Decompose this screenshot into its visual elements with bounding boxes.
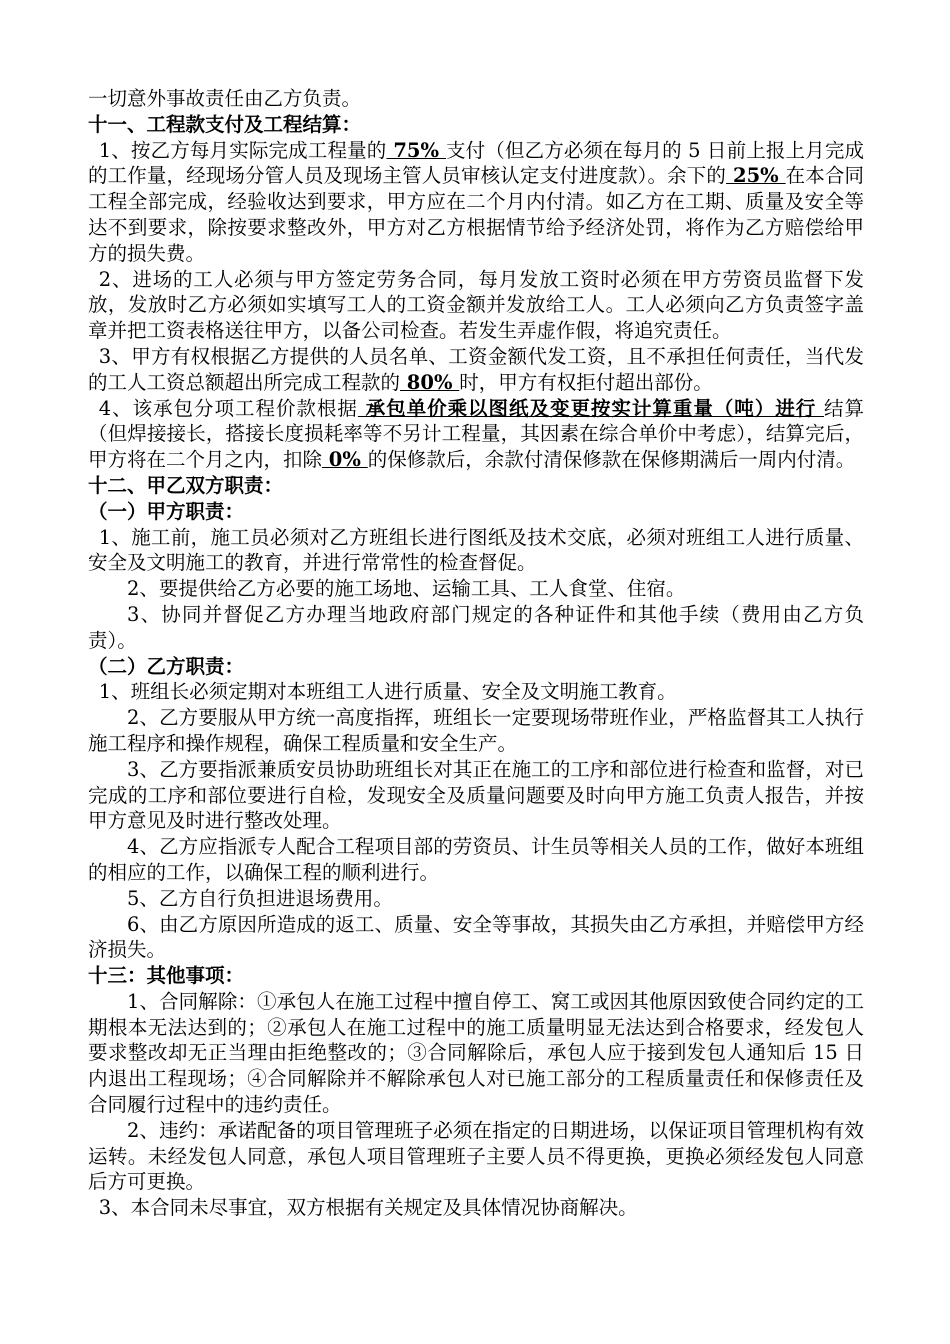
clause-12-2-5: 5、乙方自行负担进退场费用。 xyxy=(127,886,393,910)
subsection-heading-party-a: （一）甲方职责： xyxy=(88,499,245,523)
pricing-basis: 承包单价乘以图纸及变更按实计算重量（吨）进行 xyxy=(357,396,824,420)
clause-12-2-3: 3、乙方要指派兼质安员协助班组长对其正在施工的工序和部位进行检查和监督，对已完成的工序和部位要进行自检，发现安全及质量问题要及时向甲方施工负责人报告，并按甲方意见及时进行整改处理。 xyxy=(88,757,864,833)
clause-12-1-1: 1、施工前，施工员必须对乙方班组长进行图纸及技术交底，必须对班组工人进行质量、安全及文明施工的教育，并进行常常性的检查督促。 xyxy=(88,525,864,575)
payment-percent-75: 75% xyxy=(386,138,446,162)
clause-11-2: 2、进场的工人必须与甲方签定劳务合同，每月发放工资时必须在甲方劳资员监督下发放，发放时乙方必须如实填写工人的工资金额并发放给工人。工人必须向乙方负责签字盖章并把工资表格送往甲方，以备公司检查。若发生弄虚作假，将追究责任。 xyxy=(88,267,864,343)
payment-percent-25: 25% xyxy=(726,164,786,188)
threshold-percent-80: 80% xyxy=(400,370,460,394)
text-run: 时，甲方有权拒付超出部份。 xyxy=(459,370,713,394)
clause-12-2-1: 1、班组长必须定期对本班组工人进行质量、安全及文明施工教育。 xyxy=(98,680,677,704)
clause-12-2-4: 4、乙方应指派专人配合工程项目部的劳资员、计生员等相关人员的工作，做好本班组的相应的工作，以确保工程的顺利进行。 xyxy=(88,835,864,884)
clause-13-1: 1、合同解除：①承包人在施工过程中擅自停工、窝工或因其他原因致使合同约定的工期根本无法达到的；②承包人在施工过程中的施工质量明显无法达到合格要求，经发包人要求整改却无正当理由拒绝整改的；③合同解除后，承包人应于接到发包人通知后 15 日内退出工程现场；④合同解除并不解除承包人对已施工部分的工程质量责任和保修责任及合同履行过程中的违约责任。 xyxy=(88,989,864,1117)
clause-12-1-3: 3、协同并督促乙方办理当地政府部门规定的各种证件和其他手续（费用由乙方负责）。 xyxy=(88,602,864,652)
text-run: 的保修款后，余款付清保修款在保修期满后一周内付清。 xyxy=(367,448,856,472)
text-run: 在本合同工程全部完成，经验收达到要求，甲方应在二个月内付清。如乙方在工期、质量及安全等达不到要求，除按要求整改外，甲方对乙方根据情节给予经济处罚，将作为乙方赔偿给甲方的损失费。 xyxy=(88,164,864,265)
text-run: 结算（但焊接接长，搭接长度损耗率等不另计工程量，其因素在综合单价中考虑），结算完后，甲方将在二个月之内，扣除 xyxy=(88,396,864,472)
section-heading-12: 十二、甲乙双方职责： xyxy=(88,473,284,497)
text-run: 支付（但乙方必须在每月的 5 日前上报上月完成的工作量，经现场分管人员及现场主管人员审核认定支付进度款）。余下的 xyxy=(88,138,864,188)
warranty-percent-0: 0% xyxy=(322,448,368,472)
clause-11-4 xyxy=(88,396,864,473)
section-heading-11: 十一、工程款支付及工程结算： xyxy=(88,112,362,136)
clause-11-1 xyxy=(88,138,864,267)
paragraph: 一切意外事故责任由乙方负责。 xyxy=(88,87,362,110)
clause-12-1-2: 2、要提供给乙方必要的施工场地、运输工具、工人食堂、住宿。 xyxy=(127,577,686,601)
section-heading-13: 十三：其他事项： xyxy=(88,964,245,988)
subsection-heading-party-b: （二）乙方职责： xyxy=(88,654,245,678)
text-run: 3、甲方有权根据乙方提供的人员名单、工资金额代发工资，且不承担任何责任，当代发的工人工资总额超出所完成工程款的 xyxy=(88,344,864,394)
clause-13-3: 3、本合同未尽事宜，双方根据有关规定及具体情况协商解决。 xyxy=(98,1196,638,1220)
text-run: 1、按乙方每月实际完成工程量的 xyxy=(98,138,387,162)
clause-11-3 xyxy=(88,344,864,396)
text-run: 4、该承包分项工程价款根据 xyxy=(98,396,358,420)
clause-13-2: 2、违约：承诺配备的项目管理班子必须在指定的日期进场，以保证项目管理机构有效运转。未经发包人同意，承包人项目管理班子主要人员不得更换，更换必须经发包人同意后方可更换。 xyxy=(88,1118,864,1194)
clause-12-2-2: 2、乙方要服从甲方统一高度指挥，班组长一定要现场带班作业，严格监督其工人执行施工程序和操作规程，确保工程质量和安全生产。 xyxy=(88,706,864,755)
clause-12-2-6: 6、由乙方原因所造成的返工、质量、安全等事故，其损失由乙方承担，并赔偿甲方经济损失。 xyxy=(88,912,864,962)
contract-page xyxy=(88,86,864,1221)
